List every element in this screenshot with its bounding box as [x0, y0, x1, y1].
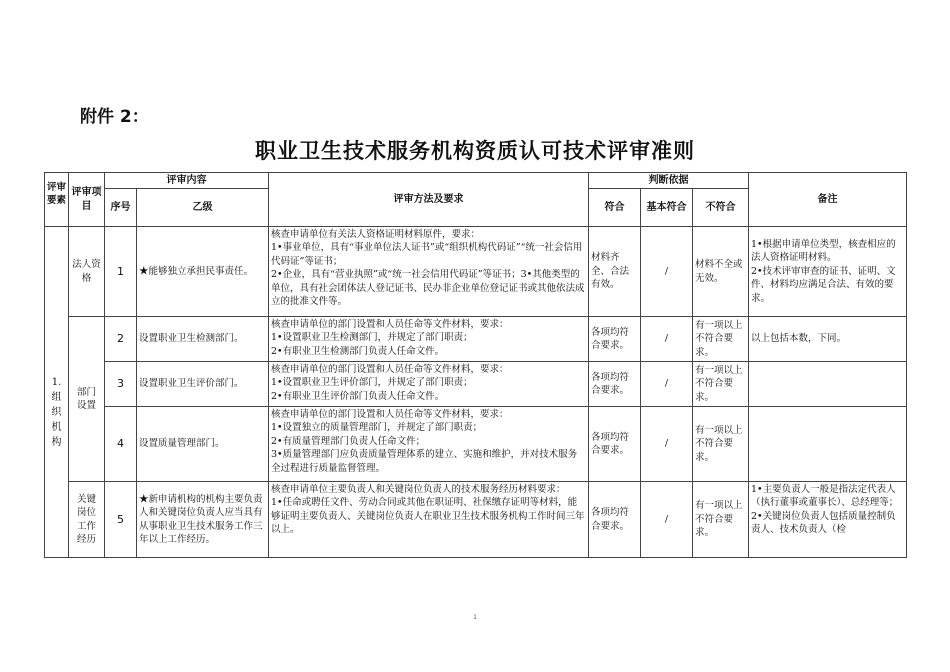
method-line: 核查申请单位的部门设置和人员任命等文件材料，要求： [271, 318, 509, 330]
nonconform-cell: 材料不全或无效。 [693, 227, 749, 317]
method-line: 1•设置职业卫生检测部门，并规定了部门职责； [271, 332, 473, 343]
conform-cell: 材料齐全、合法有效。 [589, 227, 641, 317]
remark-cell [749, 482, 907, 558]
header-review-content: 评审内容 [105, 173, 269, 189]
method-cell [269, 407, 589, 482]
grade-cell: 设置职业卫生检测部门。 [137, 317, 269, 362]
remark-cell: 以上包括本数，下同。 [749, 317, 907, 362]
nonconform-cell: 有一项以上不符合要求。 [693, 407, 749, 482]
basic-conform-cell: / [641, 362, 693, 407]
remark-cell [749, 227, 907, 317]
header-review-item: 评审项目 [69, 173, 105, 227]
conform-cell: 各项均符合要求。 [589, 362, 641, 407]
page-number: 1 [473, 614, 477, 621]
section-label: 1.组织机构 [51, 376, 62, 448]
method-line: 核查申请单位有关法人资格证明材料原件，要求： [271, 228, 481, 240]
remark-cell [749, 362, 907, 407]
basic-conform-cell: / [641, 407, 693, 482]
conform-cell: 各项均符合要求。 [589, 407, 641, 482]
method-cell [269, 362, 589, 407]
method-line: 1•设置独立的质量管理部门，并规定了部门职责； [271, 422, 483, 433]
grade-cell: ★新申请机构的机构主要负责人和关键岗位负责人应当具有从事职业卫生技术服务工作三年以上工作经历。 [137, 482, 269, 558]
method-line: 核查申请单位的部门设置和人员任命等文件材料，要求： [271, 408, 509, 420]
header-review-elements: 评审要素 [45, 173, 69, 227]
table-row [45, 482, 907, 558]
grade-cell: 设置质量管理部门。 [137, 407, 269, 482]
method-line: 2•有质量管理部门负责人任命文件； [271, 435, 426, 447]
method-cell [269, 227, 589, 317]
header-nonconform: 不符合 [693, 189, 749, 227]
nonconform-cell: 有一项以上不符合要求。 [693, 482, 749, 558]
header-row-1 [45, 173, 907, 189]
header-remark: 备注 [749, 173, 907, 227]
document-title: 职业卫生技术服务机构资质认可技术评审准则 [255, 139, 695, 163]
attachment-label: 附件 2： [80, 107, 149, 127]
grade-cell: 设置职业卫生评价部门。 [137, 362, 269, 407]
header-basis: 判断依据 [589, 173, 749, 189]
basic-conform-cell: / [641, 482, 693, 558]
basic-conform-cell: / [641, 317, 693, 362]
nonconform-cell: 有一项以上不符合要求。 [693, 317, 749, 362]
header-grade: 乙级 [137, 189, 269, 227]
remark-line: 2•关键岗位负责人包括质量控制负责人、技术负责人（检 [751, 510, 896, 535]
method-line: 3•质量管理部门应负责质量管理体系的建立、实施和维护，并对技术服务全过程进行质量监督管理。 [271, 449, 578, 474]
grade-cell: ★能够独立承担民事责任。 [137, 227, 269, 317]
method-line: 2•有职业卫生评价部门负责人任命文件。 [271, 390, 445, 402]
method-line: 2•有职业卫生检测部门负责人任命文件。 [271, 345, 445, 357]
basic-conform-cell: / [641, 227, 693, 317]
method-line: 1•事业单位，具有“事业单位法人证书”或“组织机构代码证”“统一社会信用代码证”等证书； [271, 242, 583, 267]
remark-cell [749, 407, 907, 482]
item-cell: 部门设置 [69, 317, 105, 482]
seq-cell: 2 [105, 317, 137, 362]
seq-cell: 3 [105, 362, 137, 407]
header-basic-conform: 基本符合 [641, 189, 693, 227]
table-row [45, 407, 907, 482]
criteria-table [44, 172, 907, 558]
seq-cell: 1 [105, 227, 137, 317]
method-line: 核查申请单位主要负责人和关键岗位负责人的技术服务经历材料要求： [271, 483, 566, 495]
method-cell [269, 482, 589, 558]
method-cell [269, 317, 589, 362]
seq-cell: 5 [105, 482, 137, 558]
remark-line: 1•根据申请单位类型，核查相应的法人资格证明材料。 [751, 238, 896, 264]
method-line: 1•任命或聘任文件、劳动合同或其他在职证明、社保缴存证明等材料，能够证明主要负责人、关键岗位负责人在职业卫生技术服务机构工作时间三年以上。 [271, 497, 585, 535]
section-cell [45, 227, 69, 558]
table-row [45, 227, 907, 317]
seq-cell: 4 [105, 407, 137, 482]
header-seq: 序号 [105, 189, 137, 227]
header-method: 评审方法及要求 [269, 173, 589, 227]
item-cell: 法人资格 [69, 227, 105, 317]
remark-line: 2•技术评审审查的证书、证明、文件、材料均应满足合法、有效的要求。 [751, 265, 896, 304]
method-line: 核查申请单位的部门设置和人员任命等文件材料，要求： [271, 363, 509, 375]
remark-line: 1•主要负责人一般是指法定代表人（执行董事或董事长）、总经理等； [751, 483, 899, 508]
conform-cell: 各项均符合要求。 [589, 317, 641, 362]
nonconform-cell: 有一项以上不符合要求。 [693, 362, 749, 407]
item-cell: 关键岗位工作经历 [69, 482, 105, 558]
method-line: 2•企业，具有“营业执照”或“统一社会信用代码证”等证书；3•其他类型的单位，具有社会团体法人登记证书、民办非企业单位登记证书或其他依法成立的批准文件等。 [271, 269, 585, 307]
table-row [45, 317, 907, 362]
table-row [45, 362, 907, 407]
method-line: 1•设置职业卫生评价部门，并规定了部门职责； [271, 377, 473, 388]
conform-cell: 各项均符合要求。 [589, 482, 641, 558]
header-conform: 符合 [589, 189, 641, 227]
